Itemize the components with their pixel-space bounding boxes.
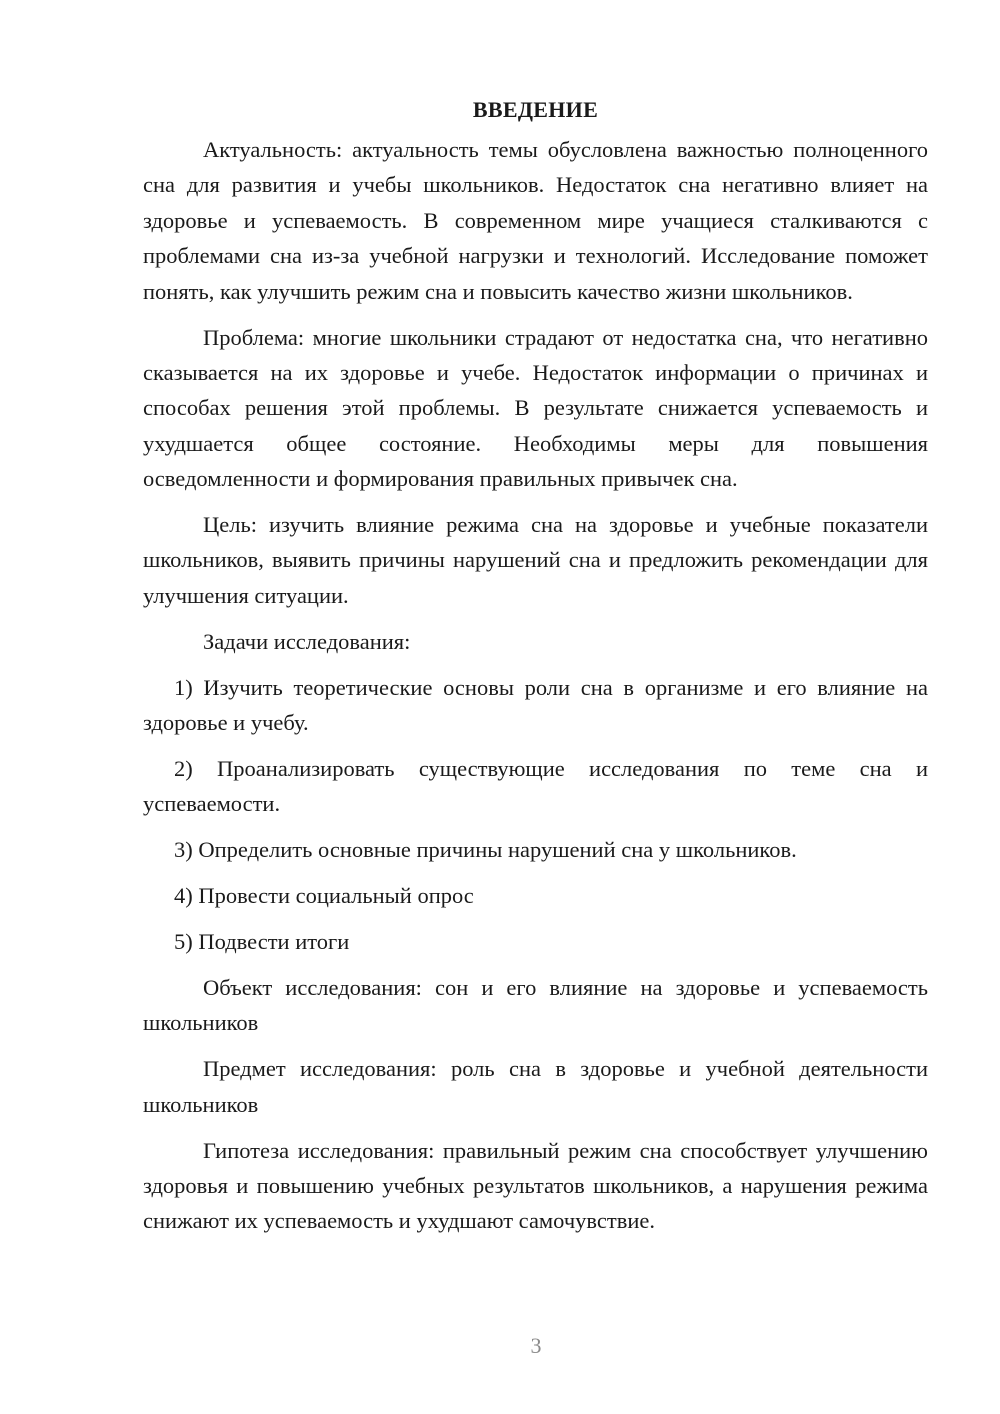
page-number: 3 bbox=[530, 1333, 542, 1358]
relevance-paragraph: Актуальность: актуальность темы обусловлена важностью полноценного сна для развития и учебы школьников. Недостаток сна негативно влияет на здоровье и успеваемость. В современном мире учащиеся сталкиваются с проблемами сна из-за учебной нагрузки и технологий. Исследование поможет понять, как улучшить режим сна и повысить качество жизни школьников. bbox=[143, 137, 928, 304]
task-item-2: 2) Проанализировать существующие исследования по теме сна и успеваемости. bbox=[143, 756, 928, 817]
goal-paragraph: Цель: изучить влияние режима сна на здоровье и учебные показатели школьников, выявить причины нарушений сна и предложить рекомендации для улучшения ситуации. bbox=[143, 512, 928, 608]
hypothesis-paragraph: Гипотеза исследования: правильный режим сна способствует улучшению здоровья и повышению учебных результатов школьников, а нарушения режима снижают их успеваемость и ухудшают самочувствие. bbox=[143, 1137, 928, 1234]
task-item-4: 4) Провести социальный опрос bbox=[174, 883, 474, 909]
subject-paragraph: Предмет исследования: роль сна в здоровье и учебной деятельности школьников bbox=[143, 1056, 928, 1117]
task-item-3: 3) Определить основные причины нарушений сна у школьников. bbox=[174, 837, 797, 863]
page-title: ВВЕДЕНИЕ bbox=[472, 97, 599, 122]
object-paragraph: Объект исследования: сон и его влияние на здоровье и успеваемость школьников bbox=[143, 975, 928, 1036]
problem-paragraph: Проблема: многие школьники страдают от недостатка сна, что негативно сказывается на их здоровье и учебе. Недостаток информации о причинах и способах решения этой проблемы. В результате снижается успеваемость и ухудшается общее состояние. Необходимы меры для повышения осведомленности и формирования правильных привычек сна. bbox=[143, 324, 928, 492]
task-item-1: 1) Изучить теоретические основы роли сна в организме и его влияние на здоровье и учебу. bbox=[143, 674, 928, 736]
document-page bbox=[143, 92, 928, 1249]
tasks-heading: Задачи исследования: bbox=[203, 628, 411, 654]
task-item-5: 5) Подвести итоги bbox=[174, 929, 350, 955]
